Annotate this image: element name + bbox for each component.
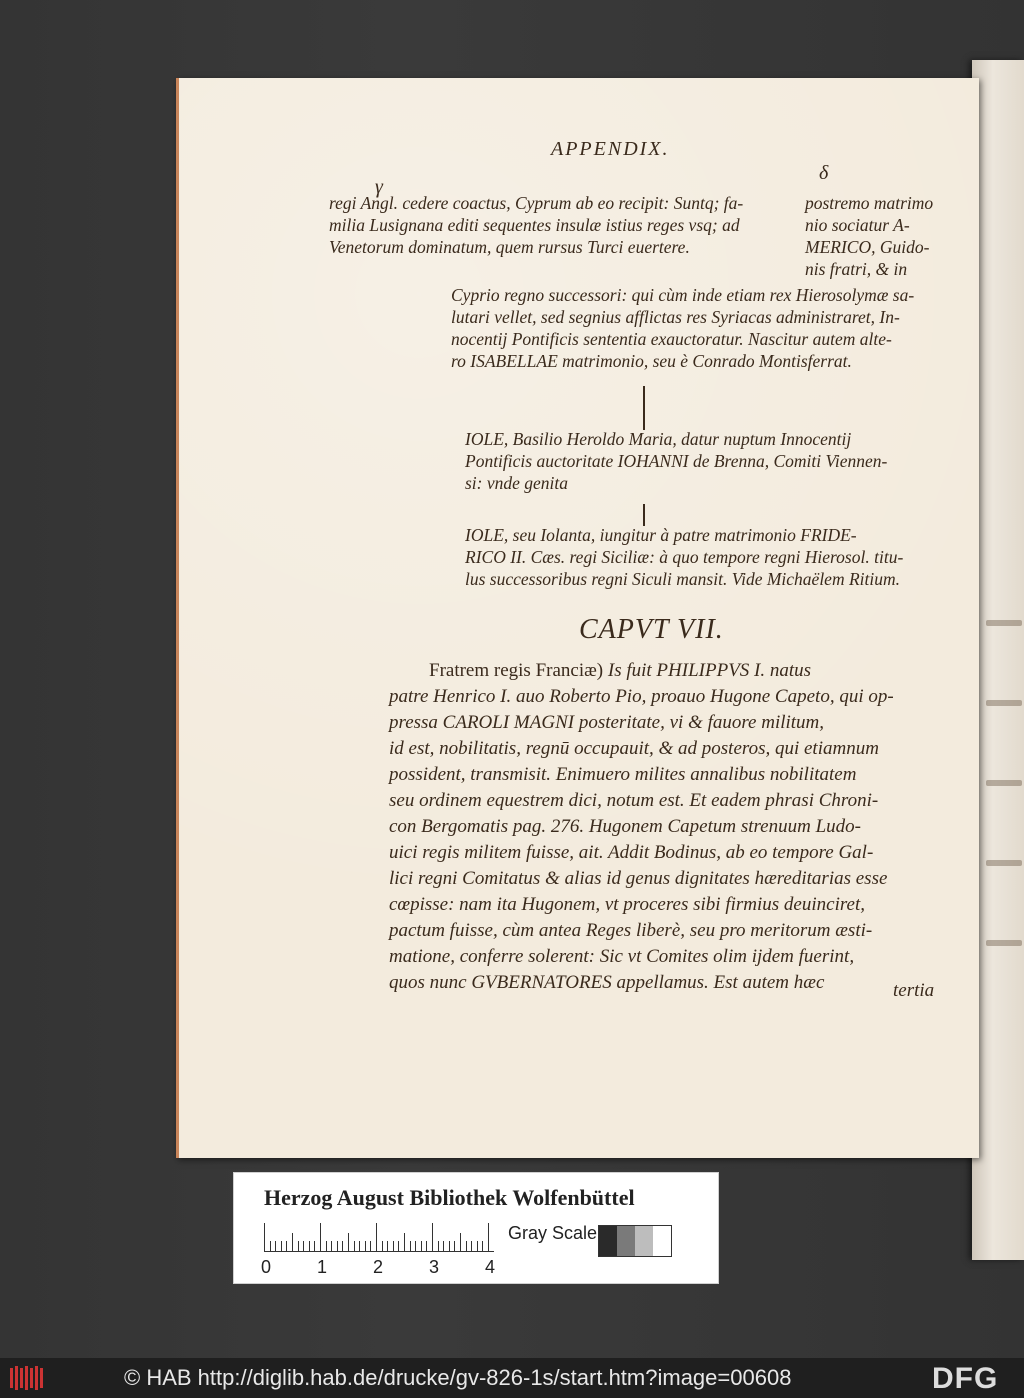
- text-line: IOLE, Basilio Heroldo Maria, datur nuptum Innocentij: [465, 429, 852, 449]
- ruler-tick: [415, 1241, 416, 1251]
- hab-logo-icon: [8, 1364, 44, 1392]
- text-line: Pontificis auctoritate IOHANNI de Brenna, Comiti Viennen-: [465, 451, 888, 471]
- ruler-tick: [303, 1241, 304, 1251]
- ruler-tick: [454, 1241, 455, 1251]
- genealogy-block-2: [465, 428, 887, 494]
- ruler-tick: [393, 1241, 394, 1251]
- ruler-tick: [365, 1241, 366, 1251]
- ruler-tick: [354, 1241, 355, 1251]
- ruler-tick: [275, 1241, 276, 1251]
- facing-page-glyph: [986, 940, 1022, 946]
- ruler-tick: [348, 1233, 349, 1251]
- text-line: id est, nobilitatis, regnū occupauit, & ad posteros, qui etiamnum: [389, 738, 879, 759]
- text-line: [389, 658, 894, 684]
- facing-page-edge: [972, 60, 1024, 1260]
- ruler-tick: [471, 1241, 472, 1251]
- marker-delta: δ: [819, 162, 829, 184]
- ruler-tick: [477, 1241, 478, 1251]
- ruler-tick: [370, 1241, 371, 1251]
- ruler-tick: [292, 1233, 293, 1251]
- gray-swatch: [617, 1226, 635, 1256]
- ruler-tick: [359, 1241, 360, 1251]
- ruler-tick: [326, 1241, 327, 1251]
- ruler-tick: [466, 1241, 467, 1251]
- text-line: regi Angl. cedere coactus, Cyprum ab eo recipit: Suntq; fa-: [329, 193, 744, 213]
- ruler-tick: [264, 1223, 265, 1251]
- text-line: ro ISABELLAE matrimonio, seu è Conrado Montisferrat.: [451, 351, 852, 371]
- gray-scale-label: Gray Scale: [508, 1223, 598, 1243]
- running-head: APPENDIX.: [551, 138, 670, 160]
- text-line: uici regis militem fuisse, ait. Addit Bodinus, ab eo tempore Gal-: [389, 842, 874, 863]
- ruler-tick: [286, 1241, 287, 1251]
- lemma: Fratrem regis Franciæ): [429, 660, 604, 681]
- ruler-tick: [376, 1223, 377, 1251]
- ruler-tick: [488, 1223, 489, 1251]
- library-color-card: [233, 1172, 719, 1284]
- copyright-url[interactable]: © HAB http://diglib.hab.de/drucke/gv-826-1s/start.htm?image=00608: [124, 1365, 792, 1390]
- ruler-tick: [482, 1241, 483, 1251]
- gray-scale-swatches: [598, 1225, 672, 1257]
- text-line: matione, conferre solerent: Sic vt Comites olim ijdem fuerint,: [389, 946, 855, 967]
- scale-ruler: [264, 1223, 494, 1252]
- ruler-tick: [298, 1241, 299, 1251]
- text-line: con Bergomatis pag. 276. Hugonem Capetum strenuum Ludo-: [389, 816, 861, 837]
- text-line: seu ordinem equestrem dici, notum est. Et eadem phrasi Chroni-: [389, 790, 879, 811]
- facing-page-glyph: [986, 700, 1022, 706]
- ruler-tick: [382, 1241, 383, 1251]
- chapter-body: [389, 658, 894, 996]
- ruler-tick: [432, 1223, 433, 1251]
- ruler-number: 2: [373, 1257, 384, 1277]
- top-right-block: [805, 192, 933, 280]
- ruler-tick: [281, 1241, 282, 1251]
- ruler-tick: [426, 1241, 427, 1251]
- dfg-logo: DFG: [932, 1362, 999, 1395]
- text-line: pactum fuisse, cùm antea Reges liberè, seu pro meritorum æsti-: [389, 920, 873, 941]
- gray-swatch: [599, 1226, 617, 1256]
- text-line: cœpisse: nam ita Hugonem, vt proceres sibi firmius deuinciret,: [389, 894, 865, 915]
- text-line: nio sociatur A-: [805, 215, 910, 235]
- facing-page-glyph: [986, 780, 1022, 786]
- ruler-tick: [270, 1241, 271, 1251]
- ruler-tick: [438, 1241, 439, 1251]
- ruler-tick: [443, 1241, 444, 1251]
- ruler-number: 0: [261, 1257, 272, 1277]
- ruler-tick: [331, 1241, 332, 1251]
- ruler-tick: [387, 1241, 388, 1251]
- ruler-number: 1: [317, 1257, 328, 1277]
- text-line: patre Henrico I. auo Roberto Pio, proauo Hugone Capeto, qui op-: [389, 686, 894, 707]
- gray-swatch: [653, 1226, 671, 1256]
- genealogy-connector: [643, 504, 645, 526]
- ruler-tick: [314, 1241, 315, 1251]
- ruler-tick: [404, 1233, 405, 1251]
- ruler-tick: [460, 1233, 461, 1251]
- library-name: Herzog August Bibliothek Wolfenbüttel: [264, 1185, 635, 1210]
- text-line: postremo matrimo: [805, 193, 934, 213]
- footer-bar: [0, 1358, 1024, 1398]
- gray-swatch: [635, 1226, 653, 1256]
- ruler-tick: [410, 1241, 411, 1251]
- text-line: nocentij Pontificis sententia exauctoratur. Nascitur autem alte-: [451, 329, 892, 349]
- text-line: possident, transmisit. Enimuero milites annalibus nobilitatem: [389, 764, 857, 785]
- lemma-gloss: Is fuit PHILIPPVS I. natus: [603, 660, 812, 681]
- text-line: milia Lusignana editi sequentes insulæ istius reges vsq; ad: [329, 215, 740, 235]
- chapter-title: CAPVT VII.: [579, 614, 724, 645]
- top-left-block: [329, 192, 743, 258]
- text-line: IOLE, seu Iolanta, iungitur à patre matrimonio FRIDE-: [465, 525, 857, 545]
- facing-page-glyph: [986, 620, 1022, 626]
- ruler-tick: [398, 1241, 399, 1251]
- text-line: RICO II. Cæs. regi Siciliæ: à quo tempore regni Hierosol. titu-: [465, 547, 904, 567]
- text-line: quos nunc GVBERNATORES appellamus. Est autem hæc: [389, 972, 825, 993]
- text-line: Venetorum dominatum, quem rursus Turci euertere.: [329, 237, 690, 257]
- catchword: tertia: [893, 980, 935, 1001]
- book-page: [176, 78, 979, 1158]
- facing-page-glyph: [986, 860, 1022, 866]
- text-line: pressa CAROLI MAGNI posteritate, vi & fauore militum,: [389, 712, 825, 733]
- text-line: Cyprio regno successori: qui cùm inde etiam rex Hierosolymæ sa-: [451, 285, 915, 305]
- text-line: si: vnde genita: [465, 473, 569, 493]
- genealogy-block-3: [465, 524, 903, 590]
- ruler-tick: [421, 1241, 422, 1251]
- ruler-tick: [320, 1223, 321, 1251]
- ruler-number: 4: [485, 1257, 496, 1277]
- ruler-tick: [309, 1241, 310, 1251]
- ruler-tick: [342, 1241, 343, 1251]
- text-line: nis fratri, & in: [805, 259, 908, 279]
- genealogy-block-1: [451, 284, 914, 372]
- text-line: lus successoribus regni Siculi mansit. Vide Michaëlem Ritium.: [465, 569, 901, 589]
- ruler-tick: [449, 1241, 450, 1251]
- text-line: lutari vellet, sed segnius afflictas res Syriacas administraret, In-: [451, 307, 900, 327]
- genealogy-connector: [643, 386, 645, 430]
- ruler-tick: [337, 1241, 338, 1251]
- text-line: lici regni Comitatus & alias id genus dignitates hæreditarias esse: [389, 868, 888, 889]
- text-line: MERICO, Guido-: [805, 237, 930, 257]
- marker-gamma: γ: [375, 176, 383, 198]
- ruler-number: 3: [429, 1257, 440, 1277]
